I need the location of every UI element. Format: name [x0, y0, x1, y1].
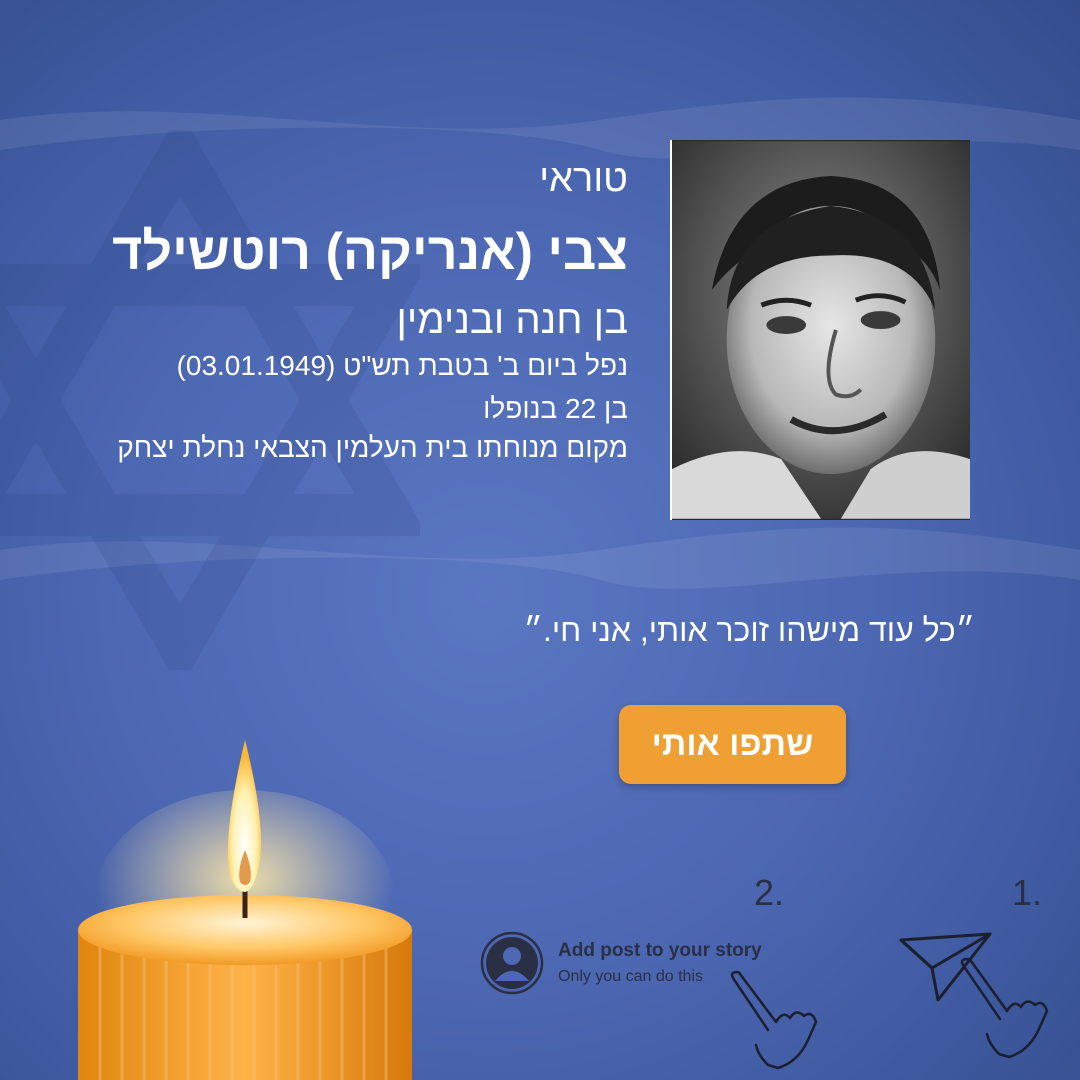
- parents-line: בן חנה ובנימין: [396, 298, 628, 342]
- soldier-photo: [670, 140, 970, 520]
- step-2-number: 2.: [754, 872, 785, 913]
- star-of-david-icon: [0, 130, 420, 670]
- tap-hand-icon: [955, 955, 1050, 1060]
- age-at-death: בן 22 בנופלו: [483, 393, 628, 424]
- add-story-subtitle: Only you can do this: [558, 968, 703, 985]
- avatar-icon: [480, 931, 544, 995]
- rank-label: טוראי: [539, 158, 628, 200]
- share-button[interactable]: שתפו אותי: [619, 705, 846, 784]
- tap-hand-icon: [728, 970, 818, 1070]
- portrait-image: [672, 140, 970, 520]
- soldier-name: צבי (אנריקה) רוטשילד: [112, 223, 628, 281]
- add-story-title: Add post to your story: [558, 940, 762, 961]
- memorial-candle-icon: [60, 730, 430, 1080]
- burial-place: מקום מנוחתו בית העלמין הצבאי נחלת יצחק: [117, 432, 628, 463]
- step-1-number: 1.: [1012, 872, 1043, 913]
- memorial-quote: ״כל עוד מישהו זוכר אותי, אני חי.״: [523, 612, 975, 648]
- date-fallen: נפל ביום ב' בטבת תש"ט (03.01.1949): [176, 350, 628, 381]
